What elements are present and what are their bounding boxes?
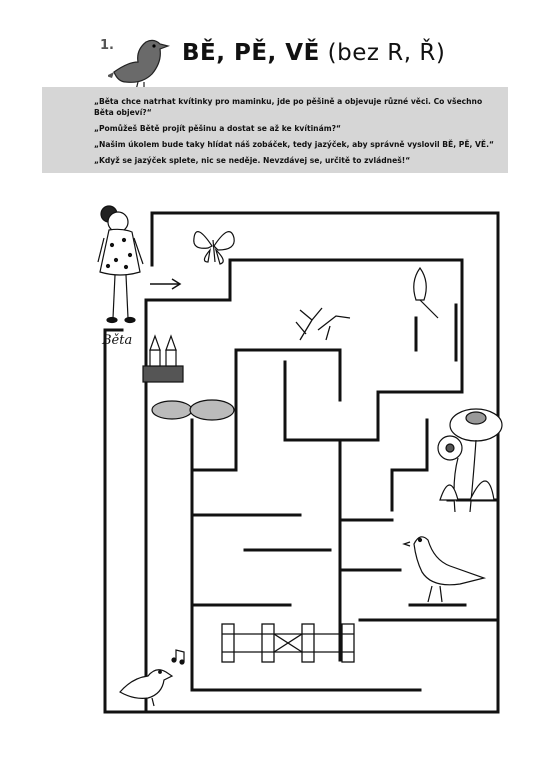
girl-figure: [98, 206, 143, 323]
title-note: (bez R, Ř): [319, 40, 446, 66]
instruction-1: „Běta chce natrhat kvítinky pro maminku, jde po pěšině a objevuje různé věci. Co všechno Běta objeví?“: [94, 97, 483, 117]
twig-bush-icon: [296, 308, 350, 340]
girl-name-label: Běta: [102, 333, 133, 348]
title-syllables: BĚ, PĚ, VĚ: [182, 40, 320, 66]
pigeon-icon: [404, 537, 484, 602]
exercise-number: 1.: [100, 38, 114, 53]
instruction-3: „Našim úkolem bude taky hlídat náš zobáček, tedy jazýček, aby správně vyslovil BĚ, PĚ, VĚ.“: [94, 140, 494, 149]
daisy-flowers-icon: [438, 409, 502, 512]
start-arrow: [150, 279, 180, 289]
stones-icon: [152, 400, 234, 420]
butterfly-icon: [194, 232, 234, 264]
church-towers-icon: [143, 336, 183, 382]
flower-bud-icon: [414, 268, 438, 318]
fence-gate-icon: [222, 624, 354, 662]
singing-bird-icon: [120, 650, 184, 706]
instruction-2: „Pomůžeš Bětě projít pěšinu a dostat se až ke kvítinám?“: [94, 124, 342, 133]
instruction-4: „Když se jazýček splete, nic se neděje. Nevzdávej se, určitě to zvládneš!“: [94, 156, 411, 165]
